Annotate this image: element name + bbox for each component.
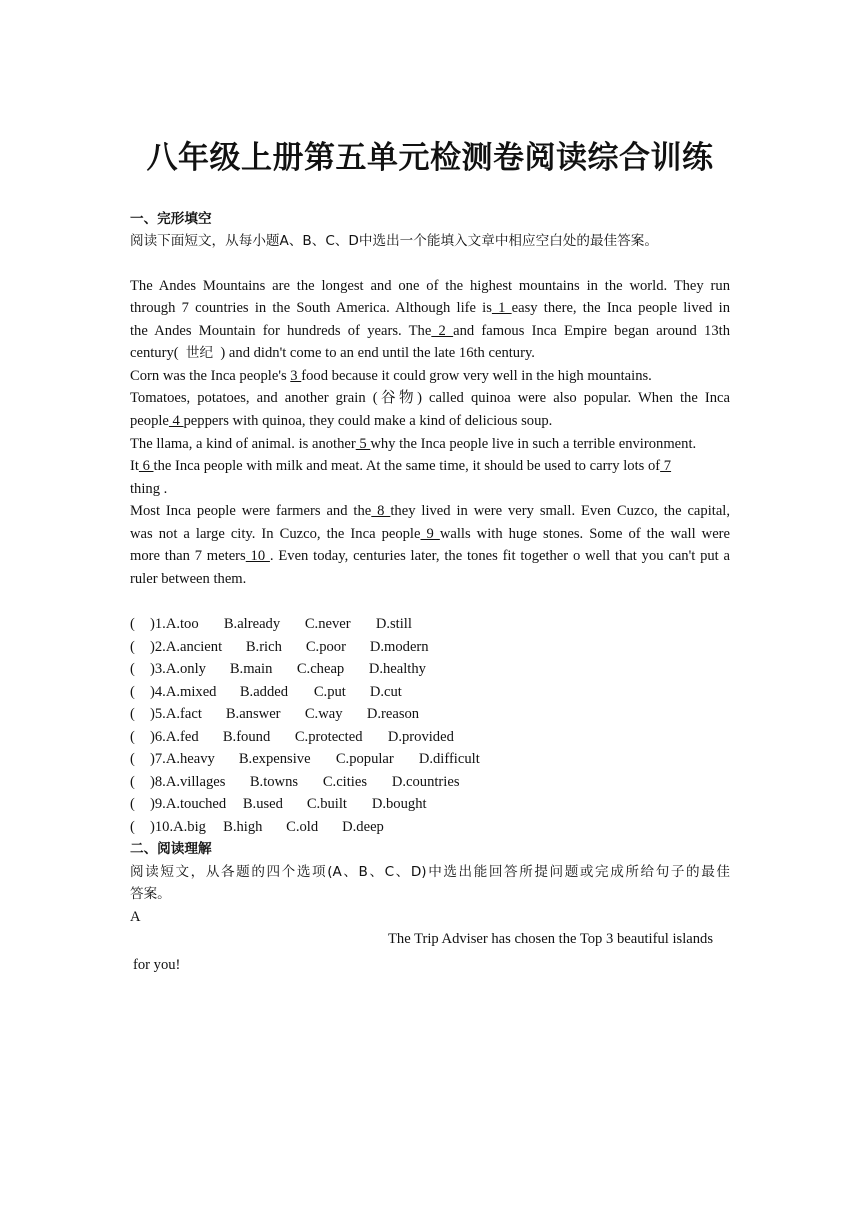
section2-instruction-cont: 答案。 <box>130 886 171 902</box>
section1-instruction: 阅读下面短文，从每小题A、B、C、D中选出一个能填入文章中相应空白处的最佳答案。 <box>130 233 658 249</box>
blank-3: 3 <box>290 368 302 384</box>
section2-heading: 二、阅读理解 <box>130 841 212 857</box>
question-row: ( )10.A.big B.high C.old D.deep <box>130 819 384 835</box>
blank-2: 2 <box>431 323 454 339</box>
part-label: A <box>130 909 141 925</box>
question-row: ( )1.A.too B.already C.never D.still <box>130 616 412 632</box>
passage-line: The llama, a kind of animal. is another 5 why the Inca people live in such a terrible environment. <box>130 436 697 452</box>
passage-line: century( 世纪 ) and didn't come to an end until the late 16th century. <box>130 345 535 361</box>
page-title: 八年级上册第五单元检测卷阅读综合训练 <box>146 140 714 176</box>
passage-line: was not a large city. In Cuzco, the Inca people 9 walls with huge stones. Some of the wall were <box>130 526 731 542</box>
passage-line: It 6 the Inca people with milk and meat. At the same time, it should be used to carry lots of 7 <box>130 458 672 474</box>
question-row: ( )2.A.ancient B.rich C.poor D.modern <box>130 639 429 655</box>
passage-line: through 7 countries in the South America. Although life is 1 easy there, the Inca people lived in <box>130 300 730 316</box>
passage-line: thing . <box>130 481 168 497</box>
passage-line: people 4 peppers with quinoa, they could make a kind of delicious soup. <box>130 413 553 429</box>
question-row: ( )8.A.villages B.towns C.cities D.countries <box>130 774 460 790</box>
question-row: ( )6.A.fed B.found C.protected D.provided <box>130 729 454 745</box>
question-row: ( )4.A.mixed B.added C.put D.cut <box>130 684 402 700</box>
passage-line: Tomatoes, potatoes, and another grain (谷物) called quinoa were also popular. When the Inca <box>130 390 730 406</box>
blank-10: 10 <box>245 548 270 564</box>
passage-line: more than 7 meters 10 . Even today, centuries later, the tones fit together o well that you can't put a <box>130 548 731 564</box>
passage-subtitle-cont: for you! <box>133 957 181 973</box>
blank-5: 5 <box>355 436 371 452</box>
blank-6: 6 <box>138 458 154 474</box>
question-row: ( )7.A.heavy B.expensive C.popular D.difficult <box>130 751 480 767</box>
passage-subtitle: The Trip Adviser has chosen the Top 3 beautiful islands <box>388 931 714 947</box>
question-row: ( )3.A.only B.main C.cheap D.healthy <box>130 661 426 677</box>
blank-9: 9 <box>420 526 440 542</box>
section2-instruction: 阅读短文，从各题的四个选项(A、B、C、D)中选出能回答所提问题或完成所给句子的最佳 <box>130 864 730 880</box>
blank-7: 7 <box>660 458 672 474</box>
blank-8: 8 <box>371 503 391 519</box>
passage-line: ruler between them. <box>130 571 247 587</box>
question-row: ( )5.A.fact B.answer C.way D.reason <box>130 706 420 722</box>
section1-heading: 一、完形填空 <box>130 211 212 227</box>
question-row: ( )9.A.touched B.used C.built D.bought <box>130 796 427 812</box>
blank-4: 4 <box>168 413 184 429</box>
passage-line: the Andes Mountain for hundreds of years. The 2 and famous Inca Empire began around 13th <box>130 323 730 339</box>
blank-1: 1 <box>491 300 512 316</box>
passage-line: The Andes Mountains are the longest and one of the highest mountains in the world. They run <box>130 278 730 294</box>
passage-line: Most Inca people were farmers and the 8 they lived in were very small. Even Cuzco, the capital, <box>130 503 730 519</box>
passage-line: Corn was the Inca people's 3 food because it could grow very well in the high mountains. <box>130 368 652 384</box>
